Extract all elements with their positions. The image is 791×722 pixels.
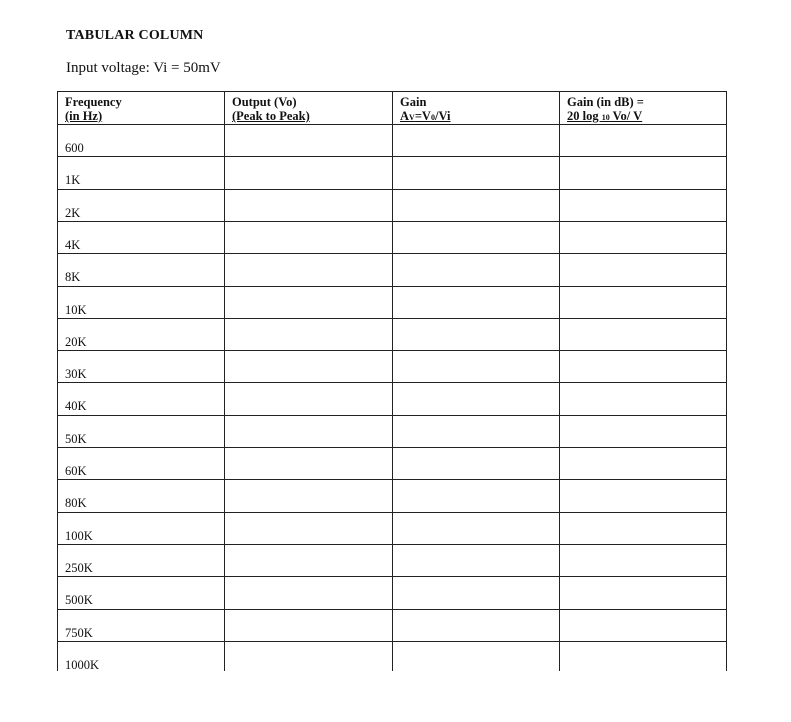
frequency-cell: 60K	[65, 464, 87, 478]
header-frequency: Frequency (in Hz)	[65, 95, 122, 123]
frequency-cell: 750K	[65, 625, 93, 640]
row-divider	[58, 447, 726, 448]
table-title: TABULAR COLUMN	[66, 28, 204, 43]
frequency-cell: 30K	[65, 367, 87, 382]
header-row-divider	[58, 124, 726, 125]
frequency-cell: 250K	[65, 560, 93, 575]
row-divider	[58, 576, 726, 577]
row-divider	[58, 415, 726, 416]
frequency-cell: 80K	[65, 496, 87, 511]
frequency-cell: 4K	[65, 237, 81, 252]
row-divider	[58, 318, 726, 319]
header-gain: Gain AV=V0/Vi	[400, 95, 451, 123]
frequency-cell: 1000K	[65, 657, 100, 672]
frequency-cell: 100K	[65, 528, 93, 543]
row-divider	[58, 382, 726, 383]
frequency-cell: 2K	[65, 205, 81, 220]
row-divider	[58, 221, 726, 222]
frequency-cell: 8K	[65, 270, 81, 285]
row-divider	[58, 189, 726, 190]
frequency-cell: 600	[65, 141, 84, 155]
tabular-column-table	[57, 91, 727, 671]
frequency-cell: 20K	[65, 334, 87, 349]
row-divider	[58, 512, 726, 513]
row-divider	[58, 156, 726, 157]
row-divider	[58, 286, 726, 287]
row-divider	[58, 609, 726, 610]
input-voltage-label: Input voltage: Vi = 50mV	[66, 60, 221, 76]
frequency-cell: 50K	[65, 431, 87, 446]
header-gain-db: Gain (in dB) = 20 log 10 Vo/ V	[567, 95, 644, 123]
frequency-cell: 10K	[65, 302, 87, 317]
row-divider	[58, 479, 726, 480]
frequency-cell: 40K	[65, 399, 87, 414]
frequency-cell: 500K	[65, 593, 93, 608]
row-divider	[58, 253, 726, 254]
frequency-cell: 1K	[65, 173, 81, 188]
row-divider	[58, 350, 726, 351]
header-output: Output (Vo) (Peak to Peak)	[232, 95, 310, 123]
row-divider	[58, 641, 726, 642]
row-divider	[58, 544, 726, 545]
